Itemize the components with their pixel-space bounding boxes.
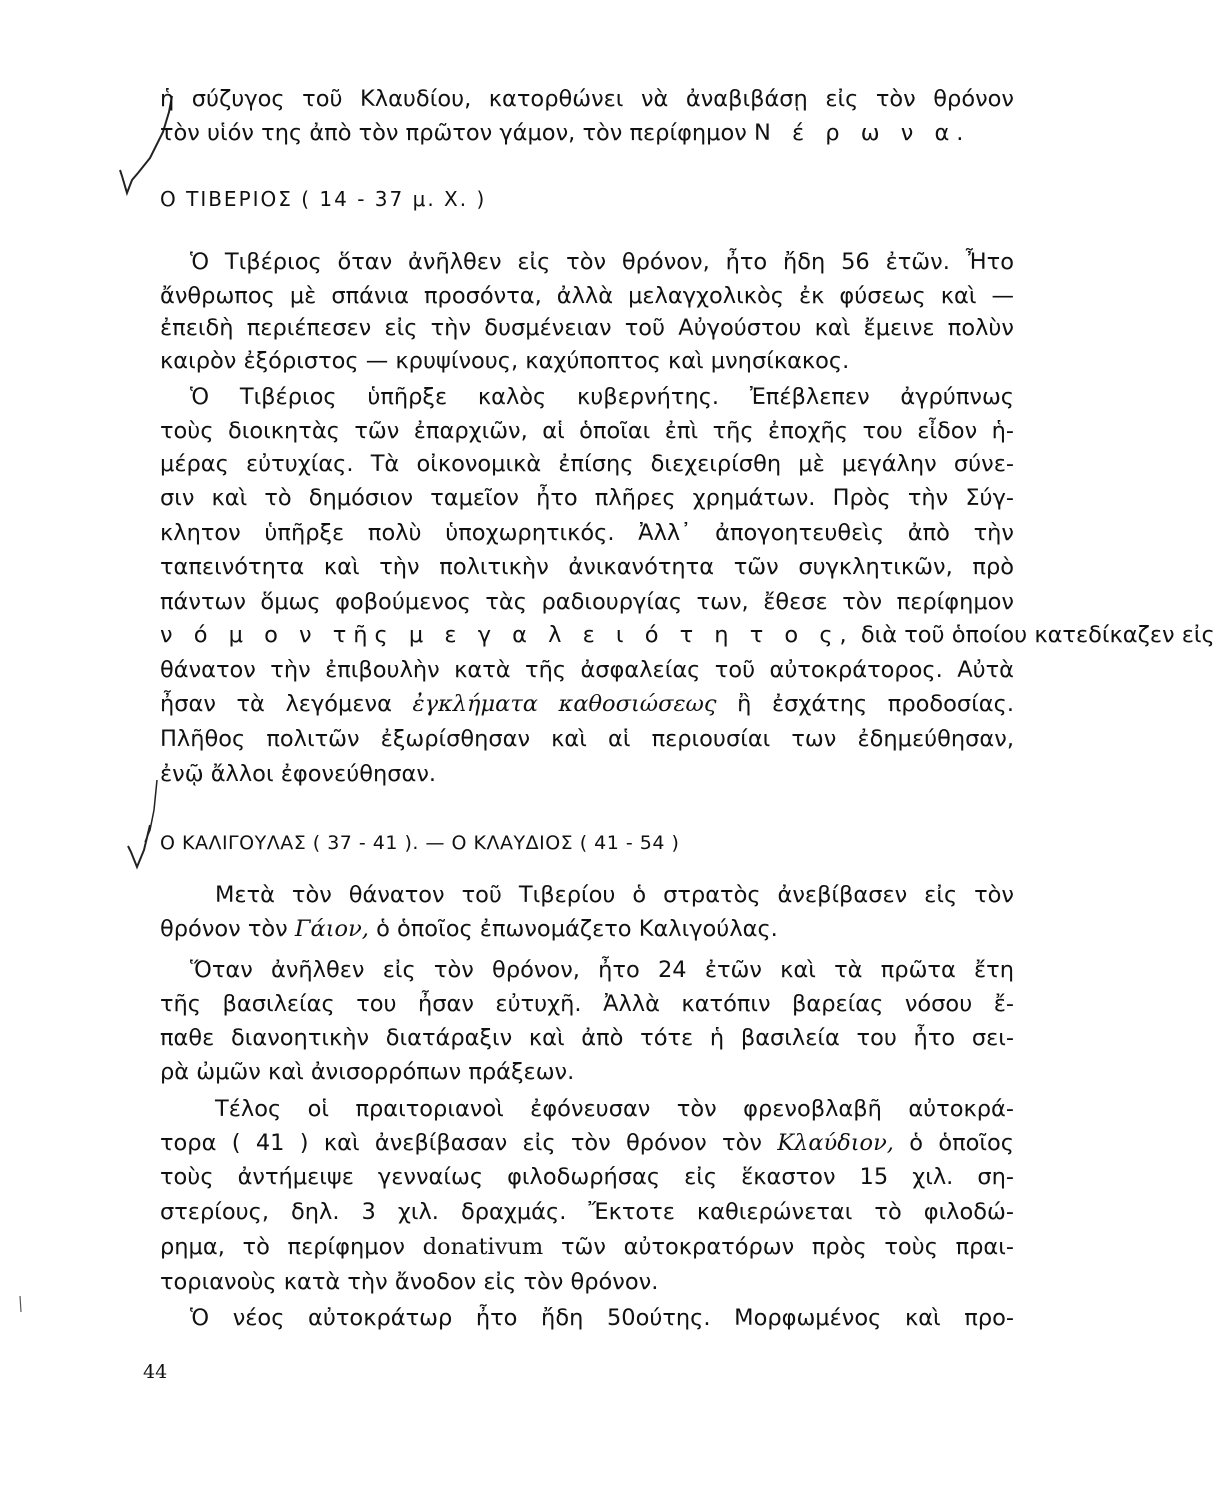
text-line: ν ό μ ο ν τῆς μ ε γ α λ ε ι ό τ η τ ο ς, διὰ τοῦ ὁποίου κατεδίκαζεν εἰς xyxy=(160,622,1215,648)
text-line: στερίους, δηλ. 3 χιλ. δραχμάς. Ἔκτοτε καθιερώνεται τὸ φιλοδώ- xyxy=(160,1199,1014,1225)
section-heading-caligula-claudius: Ο ΚΑΛΙΓΟΥΛΑΣ ( 37 - 41 ). — Ο ΚΛΑΥΔΙΟΣ ( 41 - 54 ) xyxy=(160,832,680,854)
text-line: τοὺς ἀντήμειψε γενναίως φιλοδωρήσας εἰς ἕκαστον 15 χιλ. ση- xyxy=(160,1164,1014,1190)
text-line: Τέλος οἱ πραιτοριανοὶ ἐφόνευσαν τὸν φρενοβλαβῆ αὐτοκρά- xyxy=(215,1096,1014,1122)
text-line: Ὅταν ἀνῆλθεν εἰς τὸν θρόνον, ἦτο 24 ἐτῶν καὶ τὰ πρῶτα ἔτη xyxy=(190,957,1014,983)
text-line: παθε διανοητικὴν διατάραξιν καὶ ἀπὸ τότε ἡ βασιλεία του ἦτο σει- xyxy=(160,1025,1014,1051)
text-line: ἐνῷ ἄλλοι ἐφονεύθησαν. xyxy=(160,761,437,787)
text-line: μέρας εὐτυχίας. Τὰ οἰκονομικὰ ἐπίσης διεχειρίσθη μὲ μεγάλην σύνε- xyxy=(160,451,1014,477)
text-line: καιρὸν ἐξόριστος — κρυψίνους, καχύποπτος καὶ μνησίκακος. xyxy=(160,348,850,374)
text-line: τοὺς διοικητὰς τῶν ἐπαρχιῶν, αἱ ὁποῖαι ἐπὶ τῆς ἐποχῆς του εἶδον ἡ- xyxy=(160,418,1014,444)
text-line: Ὁ Τιβέριος ὅταν ἀνῆλθεν εἰς τὸν θρόνον, ἦτο ἤδη 56 ἐτῶν. Ἦτο xyxy=(190,249,1014,275)
text-line: θάνατον τὴν ἐπιβουλὴν κατὰ τῆς ἀσφαλείας τοῦ αὐτοκράτορος. Αὐτὰ xyxy=(160,657,1014,683)
text-line: ταπεινότητα καὶ τὴν πολιτικὴν ἀνικανότητα τῶν συγκλητικῶν, πρὸ xyxy=(160,554,1014,580)
pencil-stroke-margin xyxy=(20,1296,21,1312)
text-line: ἦσαν τὰ λεγόμενα ἐγκλήματα καθοσιώσεως ἢ ἐσχάτης προδοσίας. xyxy=(160,691,1014,717)
italic-name: Γάιον, xyxy=(294,916,369,942)
text-line: κλητον ὑπῆρξε πολὺ ὑποχωρητικός. Ἀλλ᾽ ἀπογοητευθεὶς ἀπὸ τὴν xyxy=(160,520,1014,546)
text-line: ρημα, τὸ περίφημον donativum τῶν αὐτοκρατόρων πρὸς τοὺς πραι- xyxy=(160,1234,1014,1260)
text-line: Ὁ Τιβέριος ὑπῆρξε καλὸς κυβερνήτης. Ἐπέβλεπεν ἀγρύπνως xyxy=(190,384,1014,410)
latin-term: donativum xyxy=(422,1234,544,1260)
text-line: θρόνον τὸν Γάιον, ὁ ὁποῖος ἐπωνομάζετο Καλιγούλας. xyxy=(160,916,778,942)
text-line: τῆς βασιλείας του ἦσαν εὐτυχῆ. Ἀλλὰ κατόπιν βαρείας νόσου ἔ- xyxy=(160,991,1014,1017)
page-number: 44 xyxy=(143,1361,168,1383)
text-line: πάντων ὅμως φοβούμενος τὰς ραδιουργίας των, ἔθεσε τὸν περίφημον xyxy=(160,589,1014,615)
italic-name: Κλαύδιον, xyxy=(777,1130,894,1156)
spaced-term: ν ό μ ο ν τῆς μ ε γ α λ ε ι ό τ η τ ο ς, xyxy=(160,622,854,648)
spaced-name-nero: Ν έ ρ ω ν α. xyxy=(754,120,971,146)
text-line: ἡ σύζυγος τοῦ Κλαυδίου, κατορθώνει νὰ ἀναβιβάσῃ εἰς τὸν θρόνον xyxy=(160,86,1014,112)
text-line: Μετὰ τὸν θάνατον τοῦ Τιβερίου ὁ στρατὸς ἀνεβίβασεν εἰς τὸν xyxy=(215,882,1014,908)
text-line: ἄνθρωπος μὲ σπάνια προσόντα, ἀλλὰ μελαγχολικὸς ἐκ φύσεως καὶ — xyxy=(160,283,1014,309)
italic-term: ἐγκλήματα καθοσιώσεως xyxy=(412,691,717,717)
text-line: ρὰ ὠμῶν καὶ ἀνισορρόπων πράξεων. xyxy=(160,1059,575,1085)
check-mark-bottom xyxy=(128,825,150,867)
text-line: Ὁ νέος αὐτοκράτωρ ἦτο ἤδη 50ούτης. Μορφωμένος καὶ προ- xyxy=(190,1305,1014,1331)
text-line: ἐπειδὴ περιέπεσεν εἰς τὴν δυσμένειαν τοῦ Αὐγούστου καὶ ἔμεινε πολὺν xyxy=(160,315,1014,341)
text-line: σιν καὶ τὸ δημόσιον ταμεῖον ἦτο πλῆρες χρημάτων. Πρὸς τὴν Σύγ- xyxy=(160,485,1014,511)
section-heading-tiberius: Ο ΤΙΒΕΡΙΟΣ ( 14 - 37 μ. Χ. ) xyxy=(160,187,487,211)
text-line: τὸν υἱόν της ἀπὸ τὸν πρῶτον γάμον, τὸν περίφημον Ν έ ρ ω ν α. xyxy=(160,120,971,146)
text-line: τορα ( 41 ) καὶ ἀνεβίβασαν εἰς τὸν θρόνον τὸν Κλαύδιον, ὁ ὁποῖος xyxy=(160,1130,1014,1156)
text-line: Πλῆθος πολιτῶν ἐξωρίσθησαν καὶ αἱ περιουσίαι των ἐδημεύθησαν, xyxy=(160,726,1014,752)
check-mark-middle xyxy=(145,780,157,842)
text-line: τοριανοὺς κατὰ τὴν ἄνοδον εἰς τὸν θρόνον. xyxy=(160,1269,659,1295)
